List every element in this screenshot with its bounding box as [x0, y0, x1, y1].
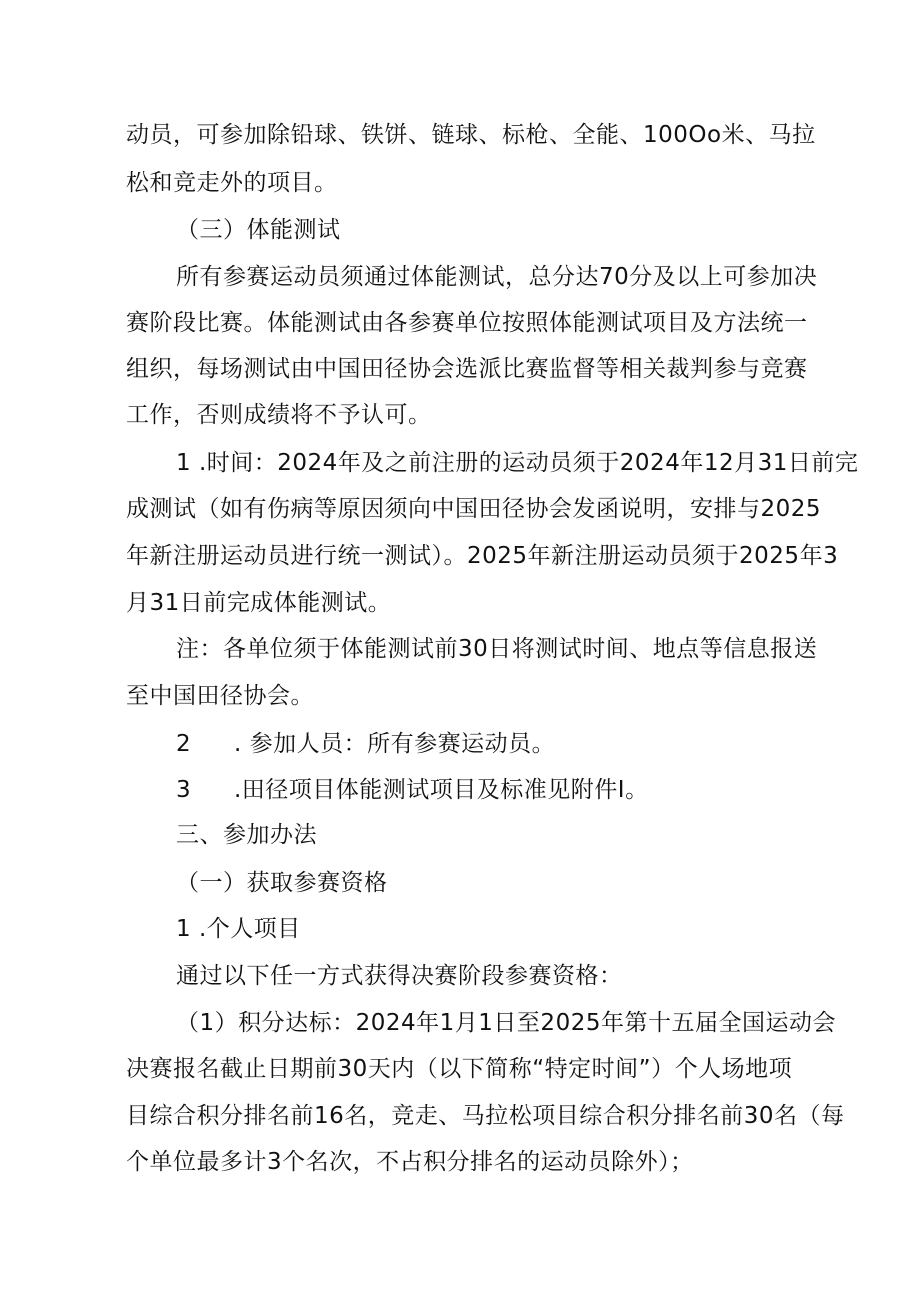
- text-line: 通过以下任一方式获得决赛阶段参赛资格：: [176, 963, 623, 989]
- text-line: 个单位最多计3个名次，不占积分排名的运动员除外）；: [126, 1149, 694, 1175]
- text-line: 松和竞走外的项目。: [126, 170, 338, 196]
- section-heading: （三）体能测试: [176, 217, 341, 243]
- list-item: [176, 775, 649, 805]
- text-line: 成测试（如有伤病等原因须向中国田径协会发函说明，安排与2025: [126, 496, 822, 522]
- text-line: 赛阶段比赛。体能测试由各参赛单位按照体能测试项目及方法统一: [126, 310, 808, 336]
- text-line: 月31日前完成体能测试。: [126, 590, 392, 616]
- text-line: 目综合积分排名前16名，竞走、马拉松项目综合积分排名前30名（每: [126, 1103, 845, 1129]
- text-line: 1 .时间：2024年及之前注册的运动员须于2024年12月31日前完: [176, 450, 859, 476]
- text-line: 决赛报名截止日期前30天内（以下简称“特定时间”）个人场地项: [126, 1056, 793, 1082]
- list-item-number: 3: [176, 777, 192, 803]
- text-line: 工作，否则成绩将不予认可。: [126, 402, 432, 428]
- section-heading: 三、参加办法: [176, 822, 317, 848]
- text-line: 动员，可参加除铅球、铁饼、链球、标枪、全能、100Oo米、马拉: [126, 122, 816, 148]
- text-line: 组织，每场测试由中国田径协会选派比赛监督等相关裁判参与竞赛: [126, 356, 808, 382]
- text-line: 所有参赛运动员须通过体能测试，总分达70分及以上可参加决: [176, 264, 818, 290]
- text-line: （1）积分达标：2024年1月1日至2025年第十五届全国运动会: [176, 1010, 836, 1036]
- list-item-text: .田径项目体能测试项目及标准见附件I。: [234, 777, 649, 803]
- note-line: 至中国田径协会。: [126, 683, 314, 709]
- note-line: 注：各单位须于体能测试前30日将测试时间、地点等信息报送: [176, 636, 818, 662]
- list-item-number: 2: [176, 731, 192, 757]
- subsection-heading: （一）获取参赛资格: [176, 870, 388, 896]
- list-item-text: . 参加人员：所有参赛运动员。: [234, 731, 556, 757]
- list-item: [176, 729, 555, 759]
- text-line: 年新注册运动员进行统一测试）。2025年新注册运动员须于2025年3: [126, 543, 839, 569]
- text-line: 1 .个人项目: [176, 916, 301, 942]
